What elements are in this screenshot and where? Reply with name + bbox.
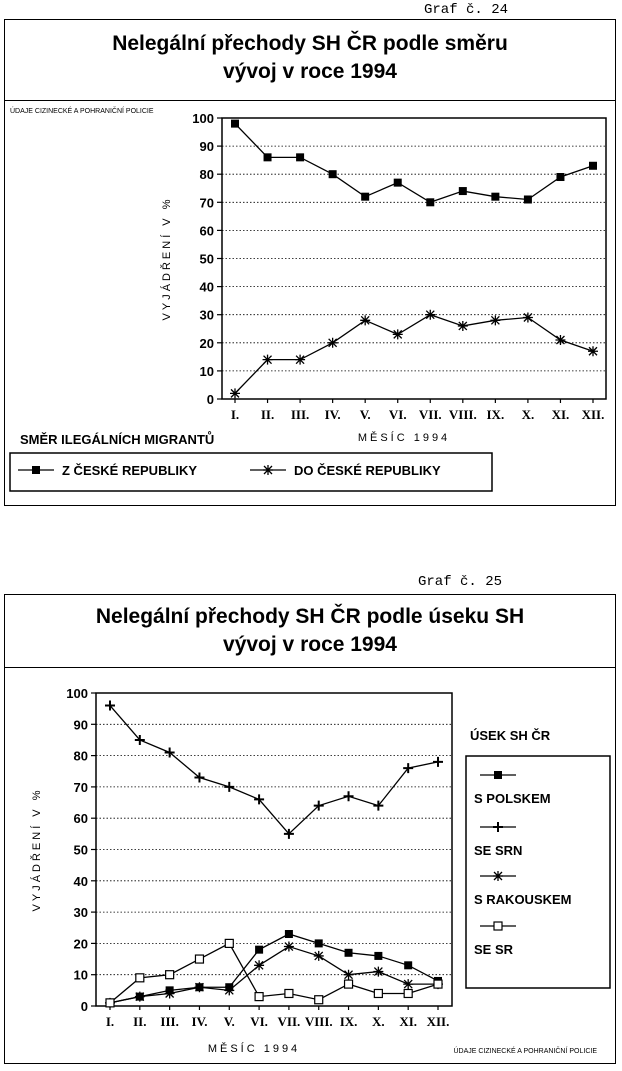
y-tick-label: 100 (66, 686, 88, 701)
x-tick-label: X. (521, 407, 535, 422)
data-point-0-shape (556, 173, 564, 181)
data-point-1 (523, 313, 533, 323)
data-point-0-shape (524, 195, 532, 203)
chart-title-line2: vývoj v roce 1994 (223, 60, 397, 83)
x-tick-label: V. (223, 1014, 235, 1029)
y-tick-label: 90 (73, 717, 88, 733)
x-tick-label: III. (160, 1014, 179, 1029)
legend-label-3: SE SR (474, 942, 514, 957)
data-point-2-shape (284, 942, 294, 952)
x-tick-label: VII. (277, 1014, 301, 1029)
x-tick-label: XI. (551, 407, 570, 422)
legend-title: SMĚR ILEGÁLNÍCH MIGRANTŮ (20, 432, 215, 447)
data-point-3 (195, 955, 203, 963)
data-point-1-shape (555, 335, 565, 345)
data-point-2-shape (373, 967, 383, 977)
data-point-0-shape (345, 949, 353, 957)
data-point-3 (166, 971, 174, 979)
data-point-1-shape (490, 315, 500, 325)
data-point-2 (135, 992, 145, 1002)
data-point-3-shape (285, 989, 293, 997)
series-line-0 (235, 124, 593, 203)
data-point-2-shape (344, 970, 354, 980)
legend-sample-1-marker (493, 822, 503, 832)
data-point-0-shape (361, 193, 369, 201)
data-point-3 (315, 996, 323, 1004)
data-point-0-shape (589, 162, 597, 170)
data-point-1-shape (230, 388, 240, 398)
data-point-0 (426, 198, 434, 206)
data-point-0 (491, 193, 499, 201)
data-point-3-shape (404, 989, 412, 997)
data-point-2 (165, 988, 175, 998)
legend-title: ÚSEK SH ČR (470, 728, 551, 743)
series-line-1 (110, 706, 438, 834)
legend-label-0: Z ČESKÉ REPUBLIKY (62, 463, 198, 478)
data-point-1-shape (344, 791, 354, 801)
legend-sample-0-marker (494, 771, 502, 779)
y-tick-label: 0 (206, 392, 214, 407)
data-point-1-shape (360, 315, 370, 325)
y-tick-label: 30 (199, 307, 214, 323)
series-line-0 (110, 934, 438, 1003)
data-point-0-shape (404, 961, 412, 969)
legend-sample-1-marker (263, 465, 273, 475)
data-point-0-shape (255, 946, 263, 954)
x-axis-label: MĚSÍC 1994 (357, 432, 451, 444)
legend-sample-3-marker (494, 922, 502, 930)
x-tick-label: VIII. (304, 1014, 333, 1029)
data-point-3 (404, 989, 412, 997)
y-tick-label: 100 (192, 111, 214, 126)
data-point-2-shape (165, 988, 175, 998)
data-point-0-shape (394, 179, 402, 187)
data-point-1-shape (588, 346, 598, 356)
data-point-1 (328, 338, 338, 348)
data-point-0 (374, 952, 382, 960)
x-tick-label: XII. (581, 407, 605, 422)
graf-number-label: Graf č. 24 (424, 2, 509, 18)
y-tick-label: 20 (199, 335, 214, 351)
data-point-0 (345, 949, 353, 957)
data-point-2 (403, 979, 413, 989)
data-point-2-shape (135, 992, 145, 1002)
data-point-2-shape (314, 951, 324, 961)
x-axis-label: MĚSÍC 1994 (207, 1043, 301, 1055)
legend-label-2: S RAKOUSKEM (474, 892, 572, 907)
data-point-0 (394, 179, 402, 187)
data-point-3-shape (136, 974, 144, 982)
x-tick-label: V. (359, 407, 371, 422)
legend-sample-0-marker-shape (32, 466, 40, 474)
data-point-2 (373, 967, 383, 977)
y-axis-label: VYJÁDŘENÍ V % (161, 196, 173, 321)
x-tick-label: X. (372, 1014, 385, 1029)
data-point-1-shape (425, 310, 435, 320)
source-note: ÚDAJE CIZINECKÉ A POHRANIČNÍ POLICIE (453, 1048, 597, 1055)
data-point-1 (224, 782, 234, 792)
data-point-1 (360, 315, 370, 325)
y-tick-label: 70 (199, 195, 214, 211)
data-point-0-shape (315, 939, 323, 947)
data-point-0 (404, 961, 412, 969)
data-point-0 (589, 162, 597, 170)
data-point-1 (344, 791, 354, 801)
data-point-0 (315, 939, 323, 947)
data-point-0-shape (459, 187, 467, 195)
data-point-3-shape (255, 993, 263, 1001)
legend-sample-0-marker (32, 466, 40, 474)
data-point-0 (459, 187, 467, 195)
y-tick-label: 60 (199, 223, 214, 239)
data-point-2 (284, 942, 294, 952)
data-point-0 (524, 195, 532, 203)
data-point-1-shape (328, 338, 338, 348)
x-tick-label: I. (105, 1014, 115, 1029)
data-point-1 (295, 355, 305, 365)
y-tick-label: 20 (73, 936, 88, 952)
y-tick-label: 30 (73, 905, 88, 921)
data-point-3 (106, 999, 114, 1007)
data-point-0 (264, 153, 272, 161)
x-tick-label: VII. (418, 407, 442, 422)
data-point-3-shape (374, 989, 382, 997)
x-tick-label: I. (230, 407, 240, 422)
data-point-2-shape (224, 985, 234, 995)
y-tick-label: 50 (199, 251, 214, 267)
data-point-0-shape (264, 153, 272, 161)
x-tick-label: VI. (250, 1014, 268, 1029)
data-point-2 (254, 960, 264, 970)
y-tick-label: 10 (199, 363, 214, 379)
data-point-1-shape (295, 355, 305, 365)
data-point-1-shape (458, 321, 468, 331)
data-point-2 (344, 970, 354, 980)
data-point-1 (433, 757, 443, 767)
data-point-0-shape (426, 198, 434, 206)
graf-number-label: Graf č. 25 (418, 574, 503, 590)
data-point-3-shape (225, 939, 233, 947)
data-point-1-shape (433, 757, 443, 767)
data-point-3-shape (106, 999, 114, 1007)
legend-sample-1-marker-shape (493, 822, 503, 832)
legend-sample-0-marker-shape (494, 771, 502, 779)
x-tick-label: XII. (426, 1014, 450, 1029)
data-point-0 (296, 153, 304, 161)
data-point-2 (314, 951, 324, 961)
chart-title-line1: Nelegální přechody SH ČR podle směru (112, 32, 508, 55)
data-point-3 (374, 989, 382, 997)
data-point-0-shape (491, 193, 499, 201)
data-point-1-shape (263, 355, 273, 365)
data-point-3 (225, 939, 233, 947)
data-point-0-shape (231, 120, 239, 128)
legend-label-1: DO ČESKÉ REPUBLIKY (294, 463, 441, 478)
data-point-2 (224, 985, 234, 995)
data-point-3 (255, 993, 263, 1001)
y-tick-label: 90 (199, 139, 214, 155)
data-point-1-shape (393, 329, 403, 339)
data-point-3 (285, 989, 293, 997)
series-line-1 (235, 315, 593, 394)
y-tick-label: 10 (73, 967, 88, 983)
legend-sample-2-marker-shape (493, 871, 503, 881)
x-tick-label: VI. (388, 407, 407, 422)
data-point-3 (345, 980, 353, 988)
data-point-3 (136, 974, 144, 982)
data-point-1 (555, 335, 565, 345)
data-point-1 (458, 321, 468, 331)
y-tick-label: 60 (73, 811, 88, 827)
data-point-0 (361, 193, 369, 201)
chart-title-line1: Nelegální přechody SH ČR podle úseku SH (95, 605, 525, 628)
y-tick-label: 80 (199, 167, 214, 183)
x-tick-label: IX. (339, 1014, 358, 1029)
data-point-1 (490, 315, 500, 325)
data-point-0 (285, 930, 293, 938)
data-point-3 (434, 980, 442, 988)
source-note: ÚDAJE CIZINECKÉ A POHRANIČNÍ POLICIE (10, 108, 154, 115)
legend-sample-1-marker-shape (263, 465, 273, 475)
y-tick-label: 0 (80, 999, 88, 1014)
x-tick-label: III. (290, 407, 310, 422)
y-tick-label: 50 (73, 842, 88, 858)
legend-sample-3-marker-shape (494, 922, 502, 930)
y-tick-label: 70 (73, 779, 88, 795)
data-point-1-shape (523, 313, 533, 323)
x-tick-label: II. (260, 407, 275, 422)
chart-title-line2: vývoj v roce 1994 (223, 633, 397, 656)
data-point-0-shape (296, 153, 304, 161)
data-point-1 (263, 355, 273, 365)
data-point-0 (329, 170, 337, 178)
y-tick-label: 40 (73, 873, 88, 889)
data-point-0-shape (285, 930, 293, 938)
data-point-3-shape (315, 996, 323, 1004)
data-point-3-shape (195, 955, 203, 963)
data-point-2-shape (403, 979, 413, 989)
data-point-1 (425, 310, 435, 320)
data-point-0-shape (374, 952, 382, 960)
data-point-2-shape (254, 960, 264, 970)
data-point-1-shape (224, 782, 234, 792)
data-point-3-shape (345, 980, 353, 988)
y-tick-label: 40 (199, 279, 214, 295)
x-tick-label: XI. (399, 1014, 418, 1029)
data-point-2 (194, 982, 204, 992)
x-tick-label: VIII. (448, 407, 477, 422)
data-point-1 (230, 388, 240, 398)
x-tick-label: IX. (486, 407, 505, 422)
x-tick-label: IV. (324, 407, 341, 422)
data-point-0-shape (329, 170, 337, 178)
data-point-3-shape (434, 980, 442, 988)
data-point-0 (556, 173, 564, 181)
legend-label-1: SE SRN (474, 843, 523, 858)
x-tick-label: IV. (191, 1014, 208, 1029)
data-point-2-shape (194, 982, 204, 992)
y-tick-label: 80 (73, 748, 88, 764)
x-tick-label: II. (133, 1014, 147, 1029)
y-axis-label: VYJÁDŘENÍ V % (31, 787, 43, 912)
data-point-1 (588, 346, 598, 356)
legend-sample-2-marker (493, 871, 503, 881)
data-point-1 (393, 329, 403, 339)
data-point-0 (231, 120, 239, 128)
data-point-3-shape (166, 971, 174, 979)
legend-label-0: S POLSKEM (474, 791, 551, 806)
data-point-0 (255, 946, 263, 954)
